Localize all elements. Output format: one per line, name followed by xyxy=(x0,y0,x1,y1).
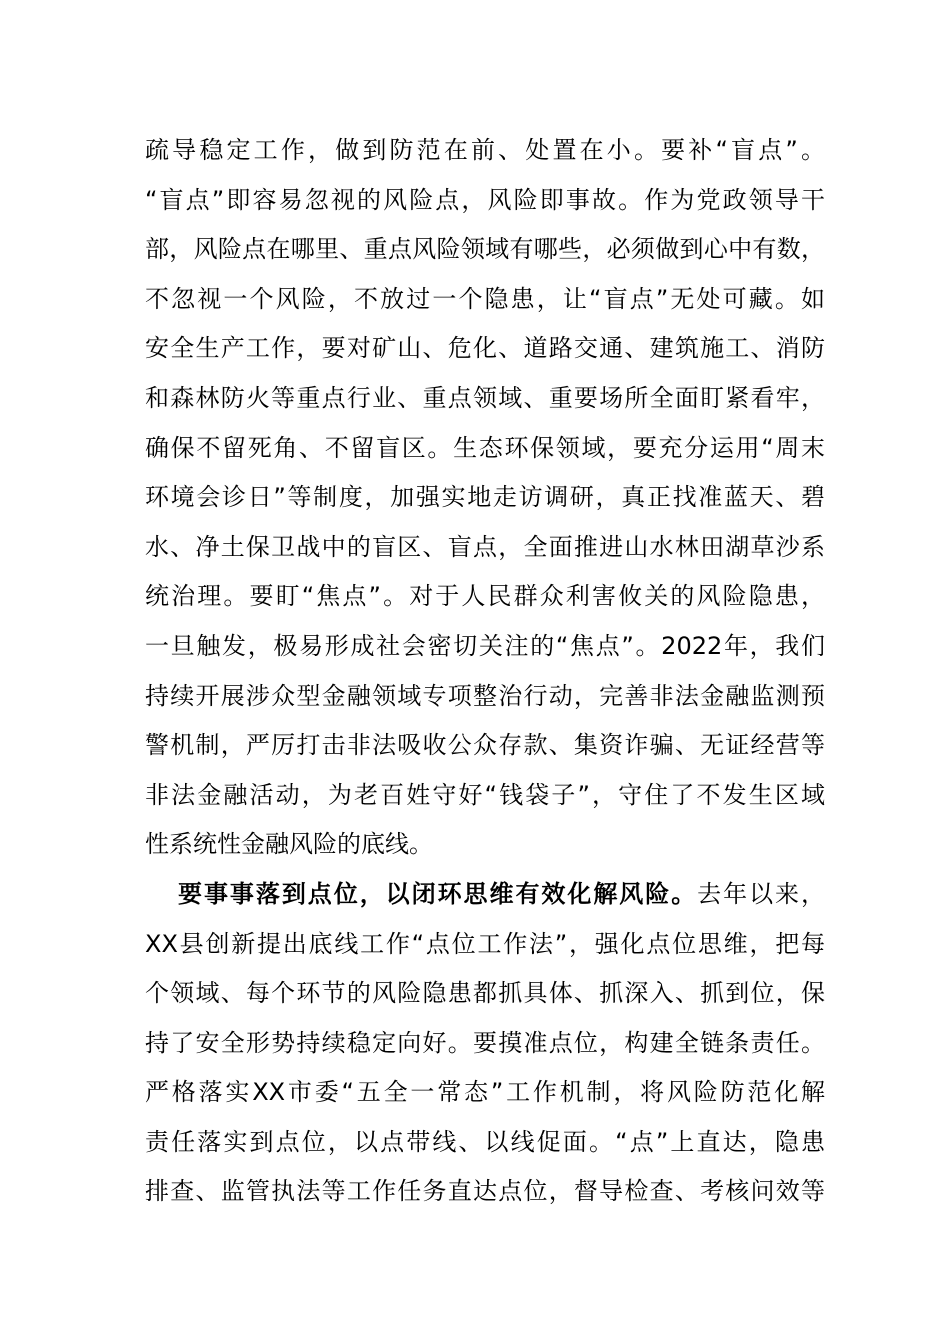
document-body xyxy=(145,126,825,1217)
text-line: 严格落实XX市委“五全一常态”工作机制，将风险防范化解 xyxy=(145,1078,825,1107)
text-line: 和森林防火等重点行业、重点领域、重要场所全面盯紧看牢， xyxy=(145,383,825,412)
text-line: 非法金融活动，为老百姓守好“钱袋子”，守住了不发生区域 xyxy=(145,780,825,809)
text-line: 疏导稳定工作，做到防范在前、处置在小。要补“盲点”。 xyxy=(145,136,825,164)
text-line: 个领域、每个环节的风险隐患都抓具体、抓深入、抓到位，保 xyxy=(145,979,825,1008)
text-line: 统治理。要盯“焦点”。对于人民群众利害攸关的风险隐患， xyxy=(145,582,825,611)
text-line: 性系统性金融风险的底线。 xyxy=(145,830,433,859)
paragraph-risk-points xyxy=(145,126,825,870)
text-line: 排查、监管执法等工作任务直达点位，督导检查、考核问效等 xyxy=(145,1177,825,1206)
text-line: XX县创新提出底线工作“点位工作法”，强化点位思维，把每 xyxy=(145,929,825,958)
paragraph-heading: 要事事落到点位，以闭环思维有效化解风险。 xyxy=(178,879,698,908)
text-line: 不忽视一个风险，不放过一个隐患，让“盲点”无处可藏。如 xyxy=(145,284,825,313)
paragraph-first-line xyxy=(145,870,825,920)
paragraph-point-positions xyxy=(145,870,825,1217)
text-line: “盲点”即容易忽视的风险点，风险即事故。作为党政领导干 xyxy=(145,185,825,214)
text-line: 环境会诊日”等制度，加强实地走访调研，真正找准蓝天、碧 xyxy=(145,483,825,512)
text-line: 水、净土保卫战中的盲区、盲点，全面推进山水林田湖草沙系 xyxy=(145,532,825,561)
text-line: 持续开展涉众型金融领域专项整治行动，完善非法金融监测预 xyxy=(145,681,825,710)
text-line: 确保不留死角、不留盲区。生态环保领域，要充分运用“周末 xyxy=(145,433,825,462)
text-line: 警机制，严厉打击非法吸收公众存款、集资诈骗、无证经营等 xyxy=(145,731,825,760)
text-run: 去年以来， xyxy=(697,879,826,908)
text-line: 一旦触发，极易形成社会密切关注的“焦点”。2022年，我们 xyxy=(145,631,825,660)
text-line: 责任落实到点位，以点带线、以线促面。“点”上直达，隐患 xyxy=(145,1127,825,1156)
text-line: 持了安全形势持续稳定向好。要摸准点位，构建全链条责任。 xyxy=(145,1028,825,1057)
text-line: 安全生产工作，要对矿山、危化、道路交通、建筑施工、消防 xyxy=(145,334,825,363)
text-line: 部，风险点在哪里、重点风险领域有哪些，必须做到心中有数， xyxy=(145,235,825,264)
